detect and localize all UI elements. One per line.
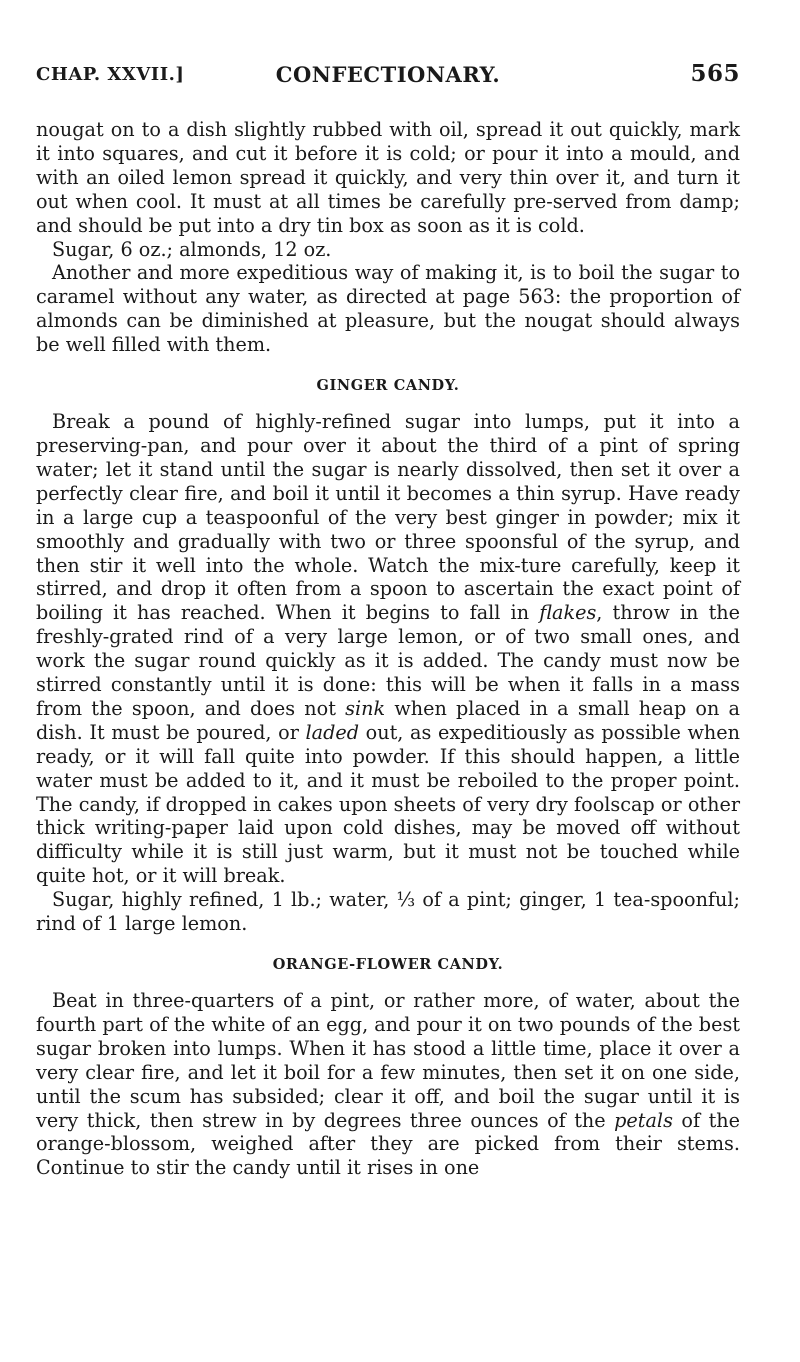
italic-term: laded: [305, 720, 360, 744]
orange-flower-candy-heading: ORANGE-FLOWER CANDY.: [272, 956, 504, 973]
text-run: of the orange-blossom, weighed after they are picked from their stems. Continue to stir the candy until it rises in one: [36, 1108, 740, 1180]
ginger-candy-paragraph: [36, 410, 740, 888]
running-title: CONFECTIONARY.: [275, 62, 501, 87]
book-page: [36, 60, 740, 1180]
text-run: when placed in a small heap on a dish. It must be poured, or: [36, 696, 740, 744]
page-body: [36, 118, 740, 1180]
ginger-candy-ingredients: Sugar, highly refined, 1 lb.; water, ⅓ of a pint; ginger, 1 tea-spoonful; rind of 1 large lemon.: [36, 888, 740, 936]
nougat-ingredients: Sugar, 6 oz.; almonds, 12 oz.: [52, 237, 332, 261]
text-run: out, as expeditiously as possible when ready, or it will fall quite into powder. If this should happen, a little water must be added to it, and it must be reboiled to the proper point. The candy, if dropped in cakes upon sheets of very dry foolscap or other thick writing-paper laid upon cold dishes, may be moved off without difficulty while it is still just warm, but it must not be touched while quite hot, or it will break.: [36, 720, 740, 888]
chapter-label: CHAP. XXVII.]: [36, 64, 185, 85]
italic-term: sink: [345, 696, 386, 720]
nougat-paragraph: nougat on to a dish slightly rubbed with oil, spread it out quickly, mark it into squares, and cut it before it is cold; or pour it into a mould, and with an oiled lemon spread it quickly, and very thin over it, and turn it out when cool. It must at all times be carefully pre-served from damp; and should be put into a dry tin box as soon as it is cold.: [36, 118, 740, 237]
nougat-alternative-paragraph: Another and more expeditious way of making it, is to boil the sugar to caramel without any water, as directed at page 563: the proportion of almonds can be diminished at pleasure, but the nougat should always be well filled with them.: [36, 261, 740, 357]
page-number: 565: [690, 60, 740, 87]
text-run: Beat in three-quarters of a pint, or rather more, of water, about the fourth part of the white of an egg, and pour it on two pounds of the best sugar broken into lumps. When it has stood a little time, place it over a very clear fire, and let it boil for a few minutes, then set it on one side, until the scum has subsided; clear it off, and boil the sugar until it is very thick, then strew in by degrees three ounces of the: [36, 989, 740, 1132]
ginger-candy-heading: GINGER CANDY.: [316, 377, 460, 395]
italic-term: petals: [614, 1108, 673, 1132]
text-run: Break a pound of highly-refined sugar into lumps, put it into a preserving-pan, and pour over it about the third of a pint of spring water; let it stand until the sugar is nearly dissolved, then set it over a perfectly clear fire, and boil it until it becomes a thin syrup. Have ready in a large cup a teaspoonful of the very best ginger in powder; mix it smoothly and gradually with two or three spoonsful of the syrup, and then stir it well into the whole. Watch the mix-ture carefully, keep it stirred, and drop it often from a spoon to ascertain the exact point of boiling it has reached. When it begins to fall in: [36, 410, 740, 625]
orange-flower-candy-paragraph: [36, 989, 740, 1180]
running-head: [36, 60, 740, 100]
italic-term: flakes: [539, 601, 597, 625]
text-run: , throw in the freshly-grated rind of a very large lemon, or of two small ones, and work the sugar round quickly as it is added. The candy must now be stirred constantly until it is done: this will be when it falls in a mass from the spoon, and does not: [36, 601, 740, 720]
